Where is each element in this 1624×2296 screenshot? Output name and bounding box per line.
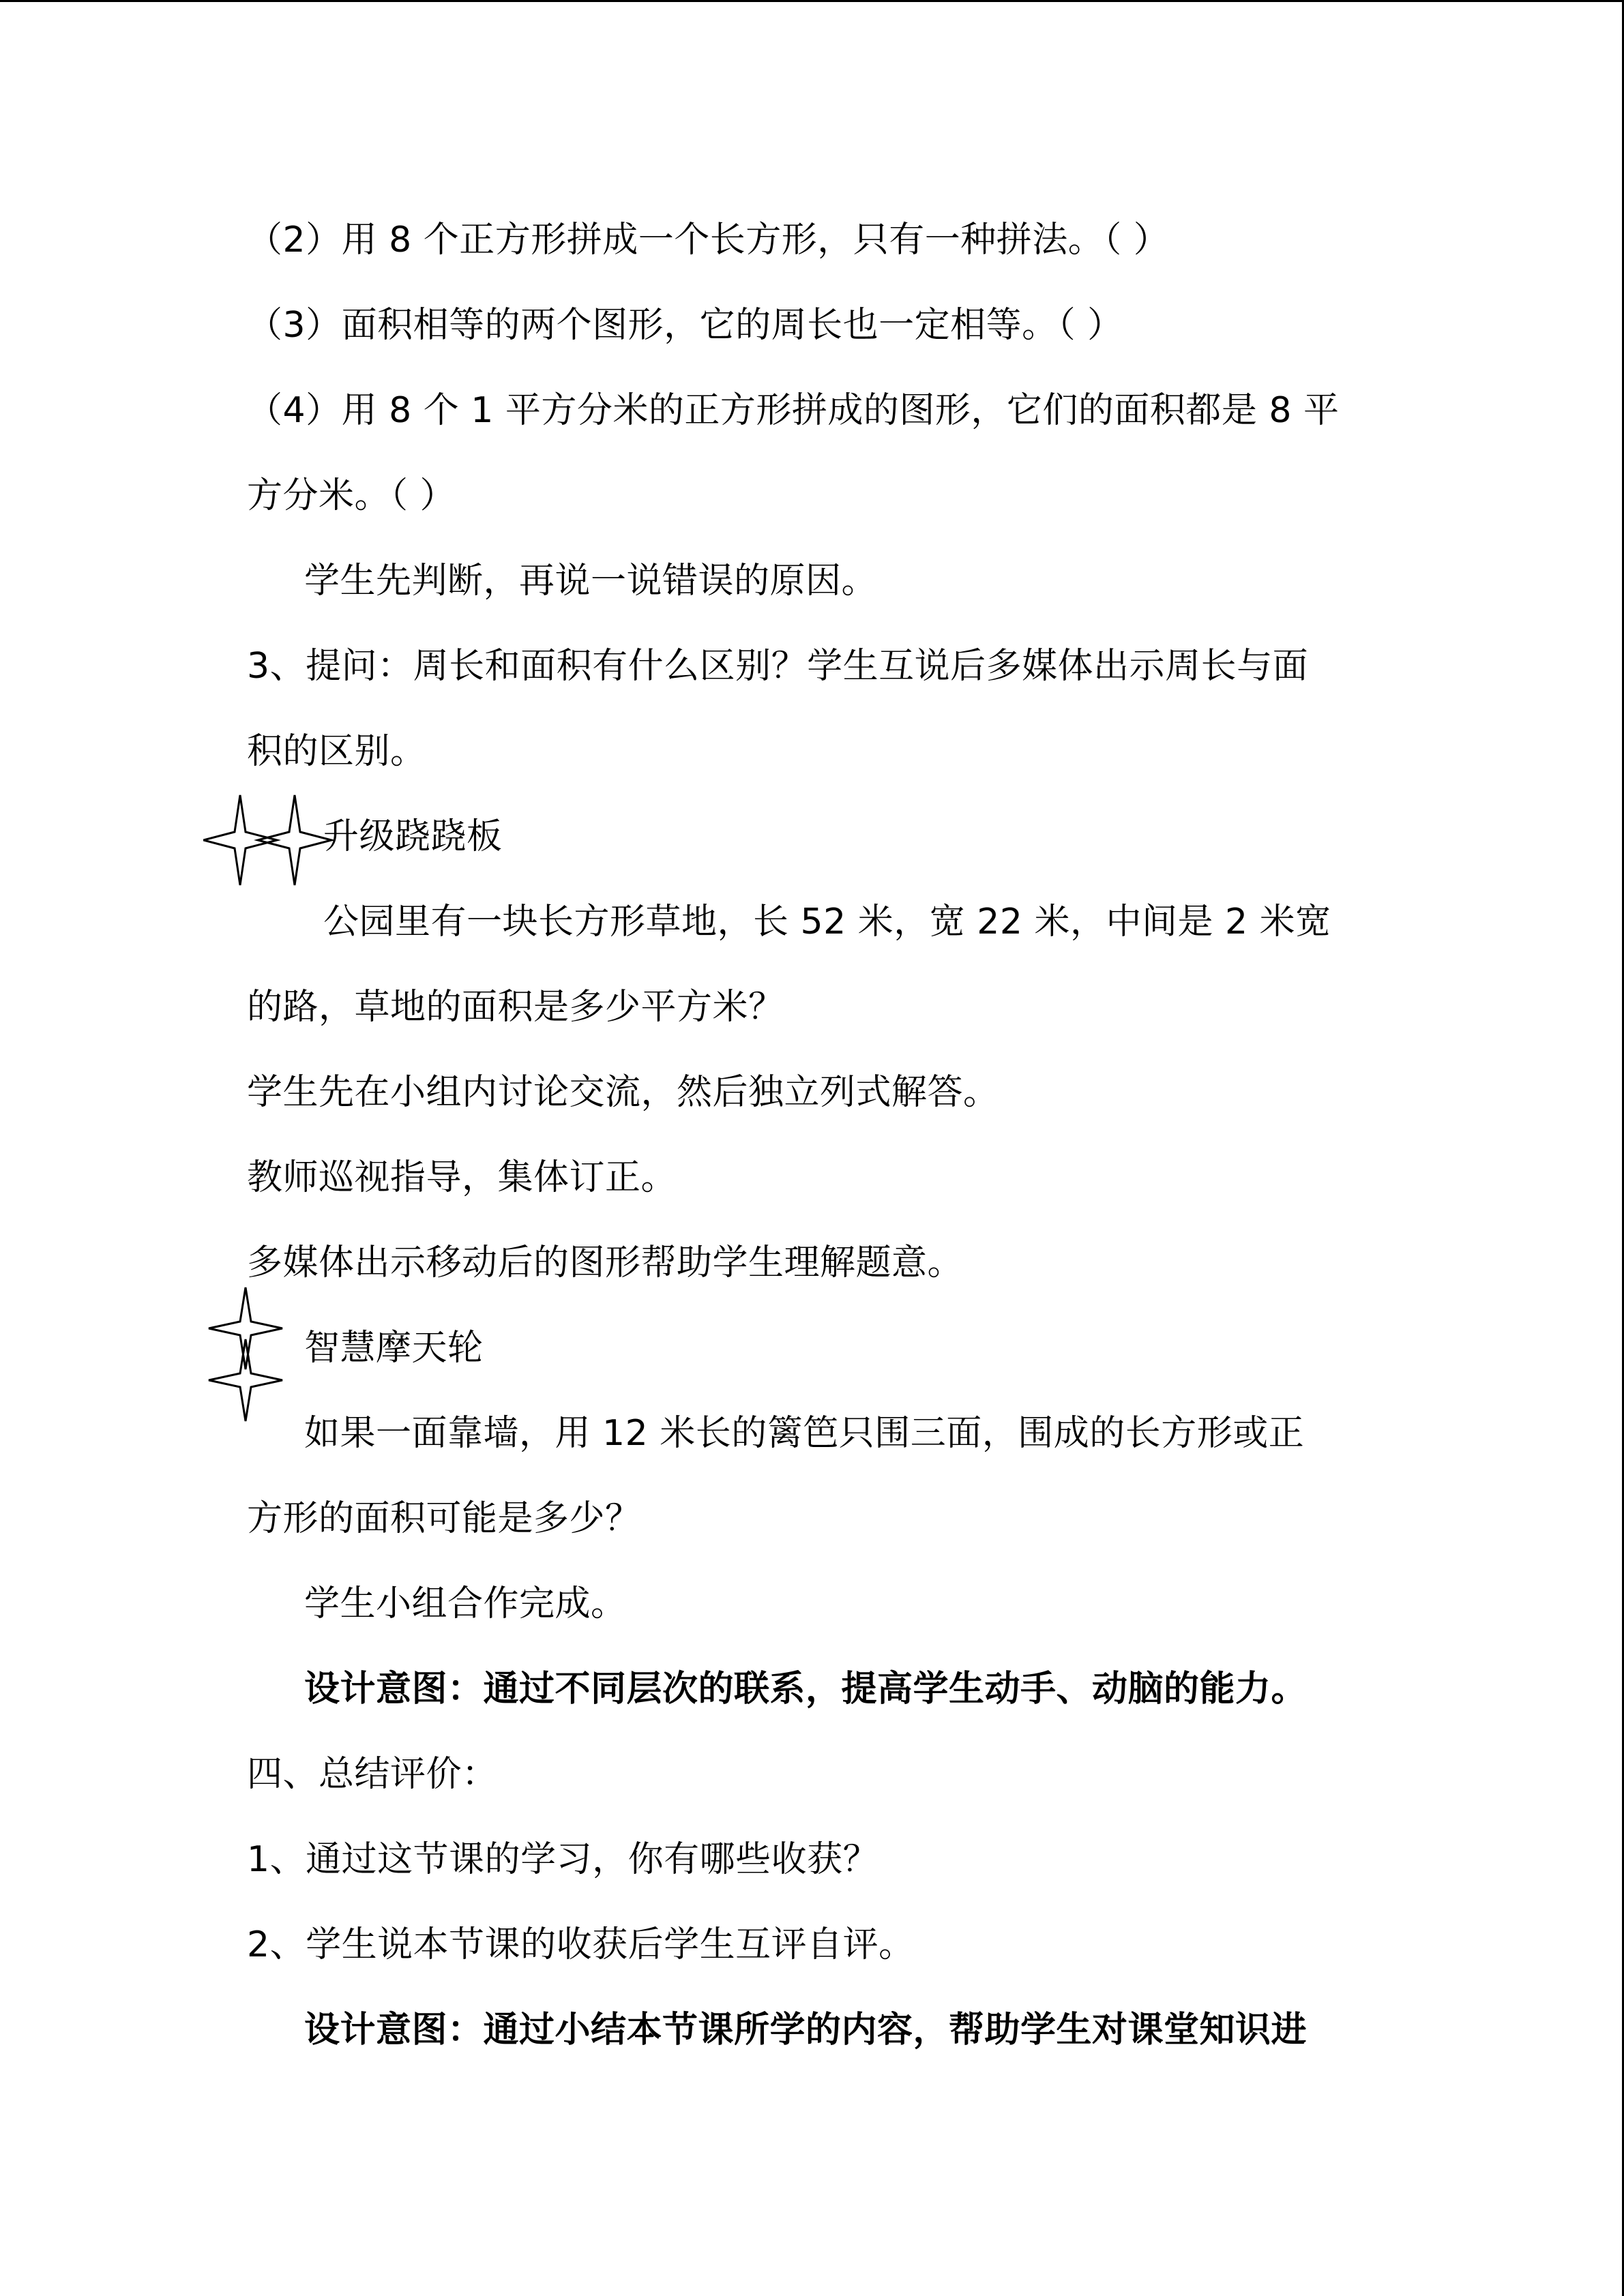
text-line: 教师巡视指导，集体订正。 xyxy=(247,1157,677,1198)
section-heading: 四、总结评价： xyxy=(247,1754,498,1795)
page-border-top xyxy=(0,0,1624,2)
text-line: 积的区别。 xyxy=(247,731,426,772)
text-line: （3）面积相等的两个图形，它的周长也一定相等。（ ） xyxy=(247,305,1123,346)
text-line: （2）用 8 个正方形拼成一个长方形，只有一种拼法。（ ） xyxy=(247,220,1170,260)
text-line: 的路，草地的面积是多少平方米？ xyxy=(247,987,784,1028)
double-star-icon xyxy=(203,792,340,888)
section-heading: 升级跷跷板 xyxy=(323,816,503,857)
section-heading: 智慧摩天轮 xyxy=(304,1328,484,1369)
double-star-icon xyxy=(202,1286,311,1422)
text-line: 方形的面积可能是多少？ xyxy=(247,1498,641,1539)
text-line: 学生小组合作完成。 xyxy=(304,1583,627,1624)
text-line: 3、提问：周长和面积有什么区别？学生互说后多媒体出示周长与面 xyxy=(247,646,1309,687)
text-line: 公园里有一块长方形草地，长 52 米，宽 22 米，中间是 2 米宽 xyxy=(323,901,1331,942)
design-intent: 设计意图：通过不同层次的联系，提高学生动手、动脑的能力。 xyxy=(304,1669,1308,1710)
text-line: （4）用 8 个 1 平方分米的正方形拼成的图形，它们的面积都是 8 平 xyxy=(247,390,1340,431)
text-line: 学生先在小组内讨论交流，然后独立列式解答。 xyxy=(247,1072,999,1113)
text-line: 方分米。（ ） xyxy=(247,475,456,516)
text-line: 多媒体出示移动后的图形帮助学生理解题意。 xyxy=(247,1242,964,1283)
text-line: 1、通过这节课的学习，你有哪些收获？ xyxy=(247,1839,879,1880)
text-line: 学生先判断，再说一说错误的原因。 xyxy=(304,561,878,601)
design-intent: 设计意图：通过小结本节课所学的内容，帮助学生对课堂知识进 xyxy=(304,2010,1308,2051)
text-line: 2、学生说本节课的收获后学生互评自评。 xyxy=(247,1924,915,1965)
text-line: 如果一面靠墙，用 12 米长的篱笆只围三面，围成的长方形或正 xyxy=(304,1413,1305,1454)
